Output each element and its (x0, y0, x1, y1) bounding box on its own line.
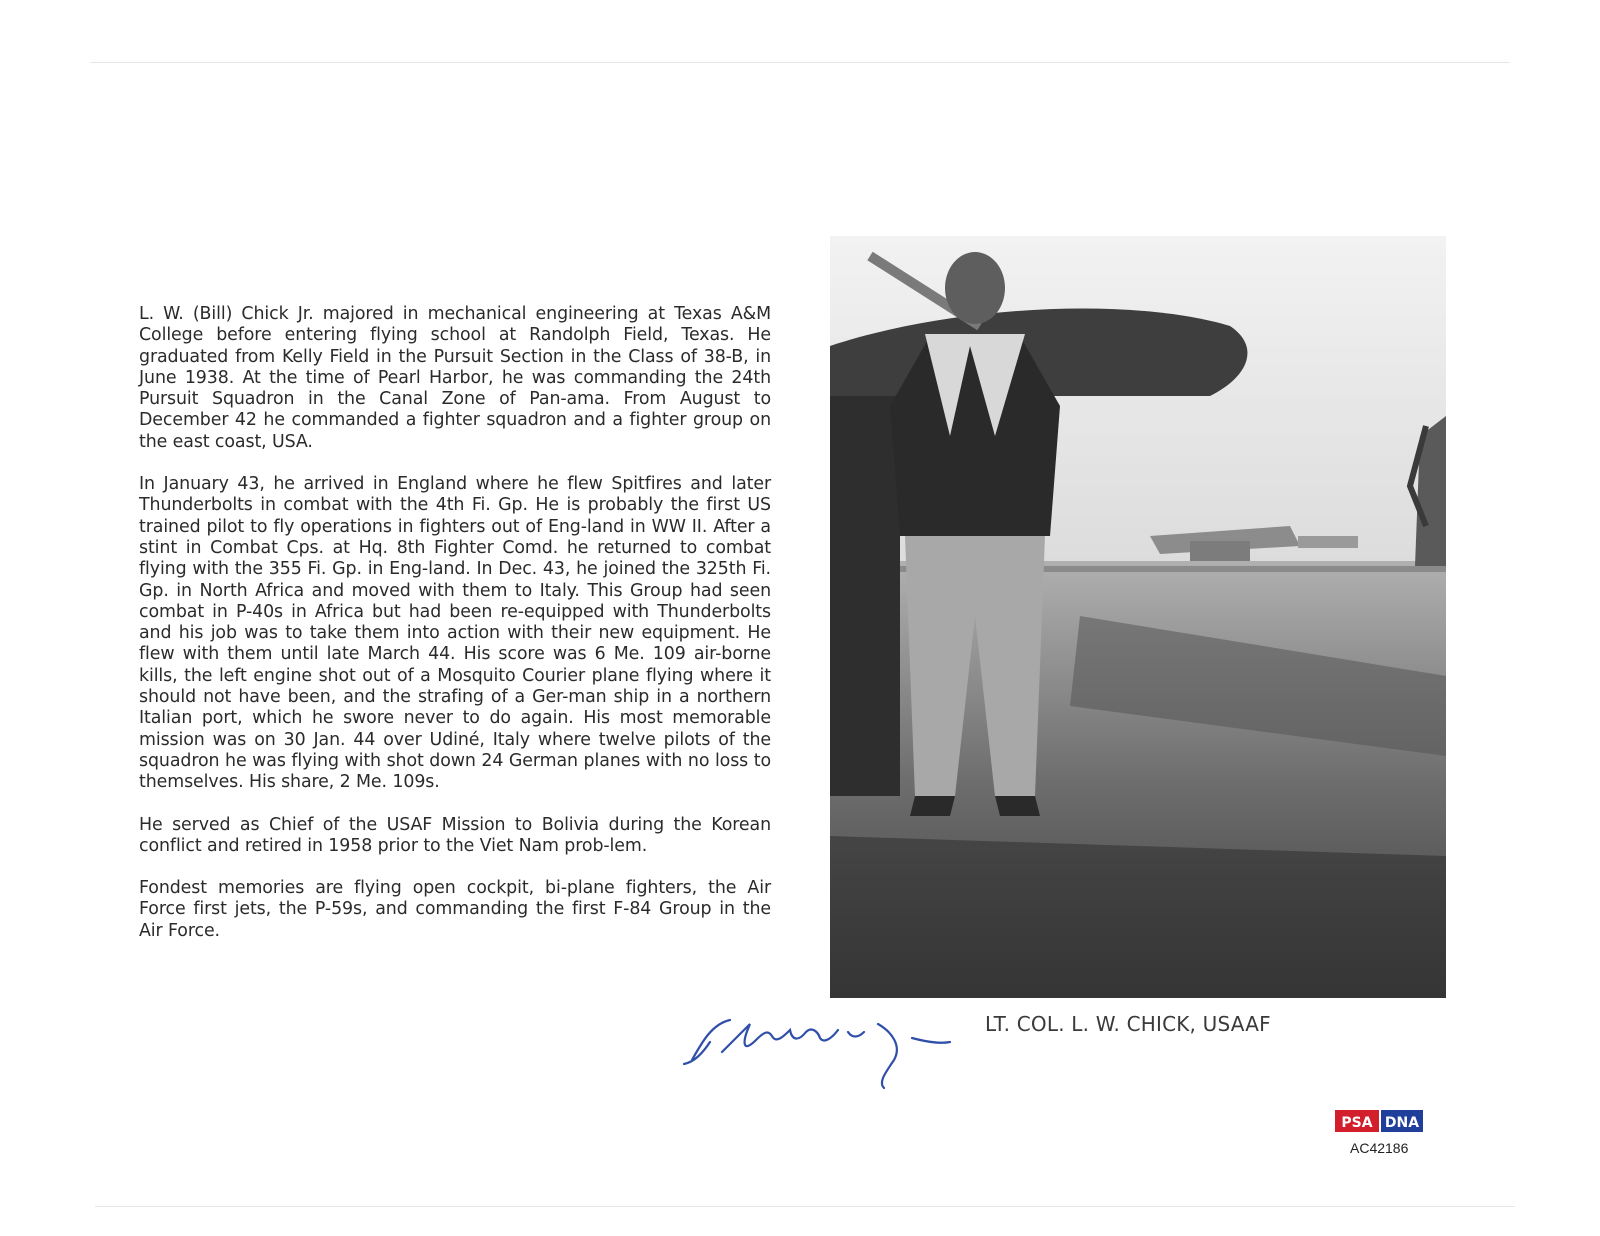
bio-paragraph-3: He served as Chief of the USAF Mission to Bolivia during the Korean conflict and retired in 1958 prior to the Viet Nam prob-lem. (139, 814, 771, 856)
bottom-border-line (95, 1206, 1515, 1207)
photo-caption: LT. COL. L. W. CHICK, USAAF (985, 1012, 1271, 1036)
psa-dna-logo (1335, 1108, 1425, 1134)
bio-paragraph-4: Fondest memories are flying open cockpit, bi-plane fighters, the Air Force first jets, the P-59s, and commanding the first F-84 Group in the Air Force. (139, 878, 771, 941)
bio-paragraph-2: In January 43, he arrived in England where he flew Spitfires and later Thunderbolts in combat with the 4th Fi. Gp. He is probably the first US trained pilot to fly operations in fighters out of Eng-land in WW II. After a stint in Combat Cps. at Hq. 8th Fighter Comd. he returned to combat flying with the 355 Fi. Gp. in Eng-land. In Dec. 43, he joined the 325th Fi. Gp. in North Africa and moved with them to Italy. This Group had seen combat in P-40s in Africa but had been re-equipped with Thunderbolts and his job was to take them into action with their new equipment. He flew with them until late March 44. His score was 6 Me. 109 air-borne kills, the left engine shot out of a Mosquito Courier plane flying where it should not have been, and the strafing of a Ger-man ship in a northern Italian port, which he swore never to do again. His most memorable mission was on 30 Jan. 44 over Udiné, Italy where twelve pilots of the squadron he was flying with shot down 24 German planes with no loss to themselves. His share, 2 Me. 109s. (139, 474, 771, 793)
certificate-code: AC42186 (1350, 1140, 1409, 1156)
pilot-photo (830, 236, 1446, 998)
svg-text:PSA: PSA (1341, 1115, 1373, 1131)
signature (672, 1002, 962, 1092)
bio-paragraph-1: L. W. (Bill) Chick Jr. majored in mechanical engineering at Texas A&M College before entering flying school at Randolph Field, Texas. He graduated from Kelly Field in the Pursuit Section in the Class of 38-B, in June 1938. At the time of Pearl Harbor, he was commanding the 24th Pursuit Squadron in the Canal Zone of Pan-ama. From August to December 42 he commanded a fighter squadron and a fighter group on the east coast, USA. (139, 304, 771, 452)
top-border-line (90, 62, 1510, 63)
biography-text (139, 304, 771, 963)
svg-text:DNA: DNA (1384, 1115, 1420, 1131)
